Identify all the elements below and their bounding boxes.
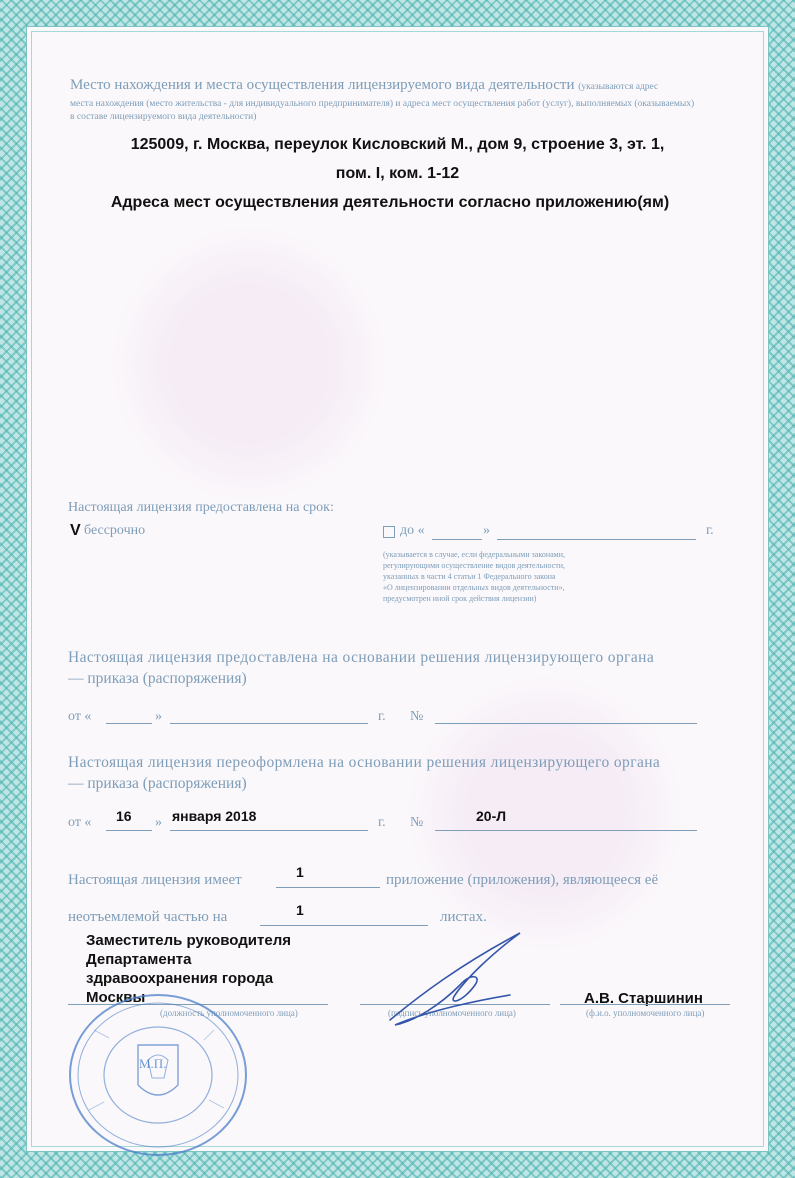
signature-caption: (подпись уполномоченного лица): [388, 1008, 516, 1018]
address-line-1: 125009, г. Москва, переулок Кисловский М., дом 9, строение 3, эт. 1,: [130, 136, 665, 153]
basis-number-label: №: [410, 709, 424, 724]
basis-line-1: Настоящая лицензия предоставлена на основании решения лицензирующего органа: [68, 649, 655, 666]
basis-close: »: [155, 709, 162, 724]
reissue-number: 20-Л: [476, 808, 507, 824]
basis-number-line: [435, 711, 697, 724]
location-note-line3: в составе лицензируемого вида деятельности): [70, 112, 257, 122]
reissue-number-label: №: [410, 815, 424, 830]
name-line: [560, 994, 730, 1005]
reissue-close: »: [155, 815, 162, 830]
location-note-line2: места нахождения (место жительства - для индивидуального предпринимателя) и адреса мест осуществления работ (услуг), выполняемых (оказываемых): [70, 99, 695, 109]
location-heading: Место нахождения и места осуществления лицензируемого вида деятельности (указываются адрес: [70, 77, 659, 93]
sheets-count: 1: [296, 902, 304, 918]
reissue-number-line: [435, 818, 697, 831]
address-line-3: Адреса мест осуществления деятельности согласно приложению(ям): [110, 194, 670, 211]
until-label: до «: [400, 523, 425, 538]
reissue-line-1: Настоящая лицензия переоформлена на основании решения лицензирующего органа: [68, 754, 661, 771]
basis-day-line: [106, 711, 152, 724]
basis-from-label: от «: [68, 709, 92, 724]
location-note-inline: (указываются адрес: [578, 82, 659, 92]
indefinite-checkmark: V: [70, 522, 81, 539]
until-day-line: [432, 527, 482, 540]
position-caption: (должность уполномоченного лица): [160, 1008, 298, 1018]
reissue-line-2: — приказа (распоряжения): [68, 775, 247, 792]
reissue-month-year: января 2018: [172, 808, 257, 824]
sheets-text-after: листах.: [440, 909, 487, 925]
handwritten-signature-icon: [370, 925, 540, 1030]
attachments-text-after: приложение (приложения), являющееся её: [386, 872, 659, 888]
attachments-text-before: Настоящая лицензия имеет: [68, 872, 242, 888]
basis-line-2: — приказа (распоряжения): [68, 670, 247, 687]
until-close: »: [483, 523, 490, 538]
reissue-year-suffix: г.: [378, 815, 386, 830]
attachments-count: 1: [296, 864, 304, 880]
term-label: Настоящая лицензия предоставлена на срок:: [68, 500, 334, 515]
address-line-2: пом. I, ком. 1-12: [335, 165, 460, 182]
basis-date-line: [170, 711, 368, 724]
until-year-suffix: г.: [706, 523, 714, 538]
name-caption: (ф.и.о. уполномоченного лица): [586, 1008, 705, 1018]
indefinite-label: бессрочно: [84, 523, 146, 538]
term-note: (указывается в случае, если федеральными законами, регулирующими осуществление видов деятельности, указанных в части 4 статьи 1 Федерального закона «О лицензировании отдельных видов деятельности», предусмотрен иной срок действия лицензии): [383, 550, 566, 603]
signer-name: А.В. Старшинин: [584, 990, 703, 1007]
until-date-line: [497, 527, 696, 540]
stamp-mp: М.П.: [139, 1056, 167, 1071]
sheets-text-before: неотъемлемой частью на: [68, 909, 228, 925]
reissue-from-label: от «: [68, 815, 92, 830]
signer-position: Заместитель руководителя Департамента здравоохранения города Москвы: [86, 932, 291, 1006]
reissue-day: 16: [116, 808, 132, 824]
attachments-count-line: [276, 875, 380, 888]
until-checkbox: [383, 526, 395, 538]
basis-year-suffix: г.: [378, 709, 386, 724]
official-stamp-icon: [64, 990, 252, 1160]
